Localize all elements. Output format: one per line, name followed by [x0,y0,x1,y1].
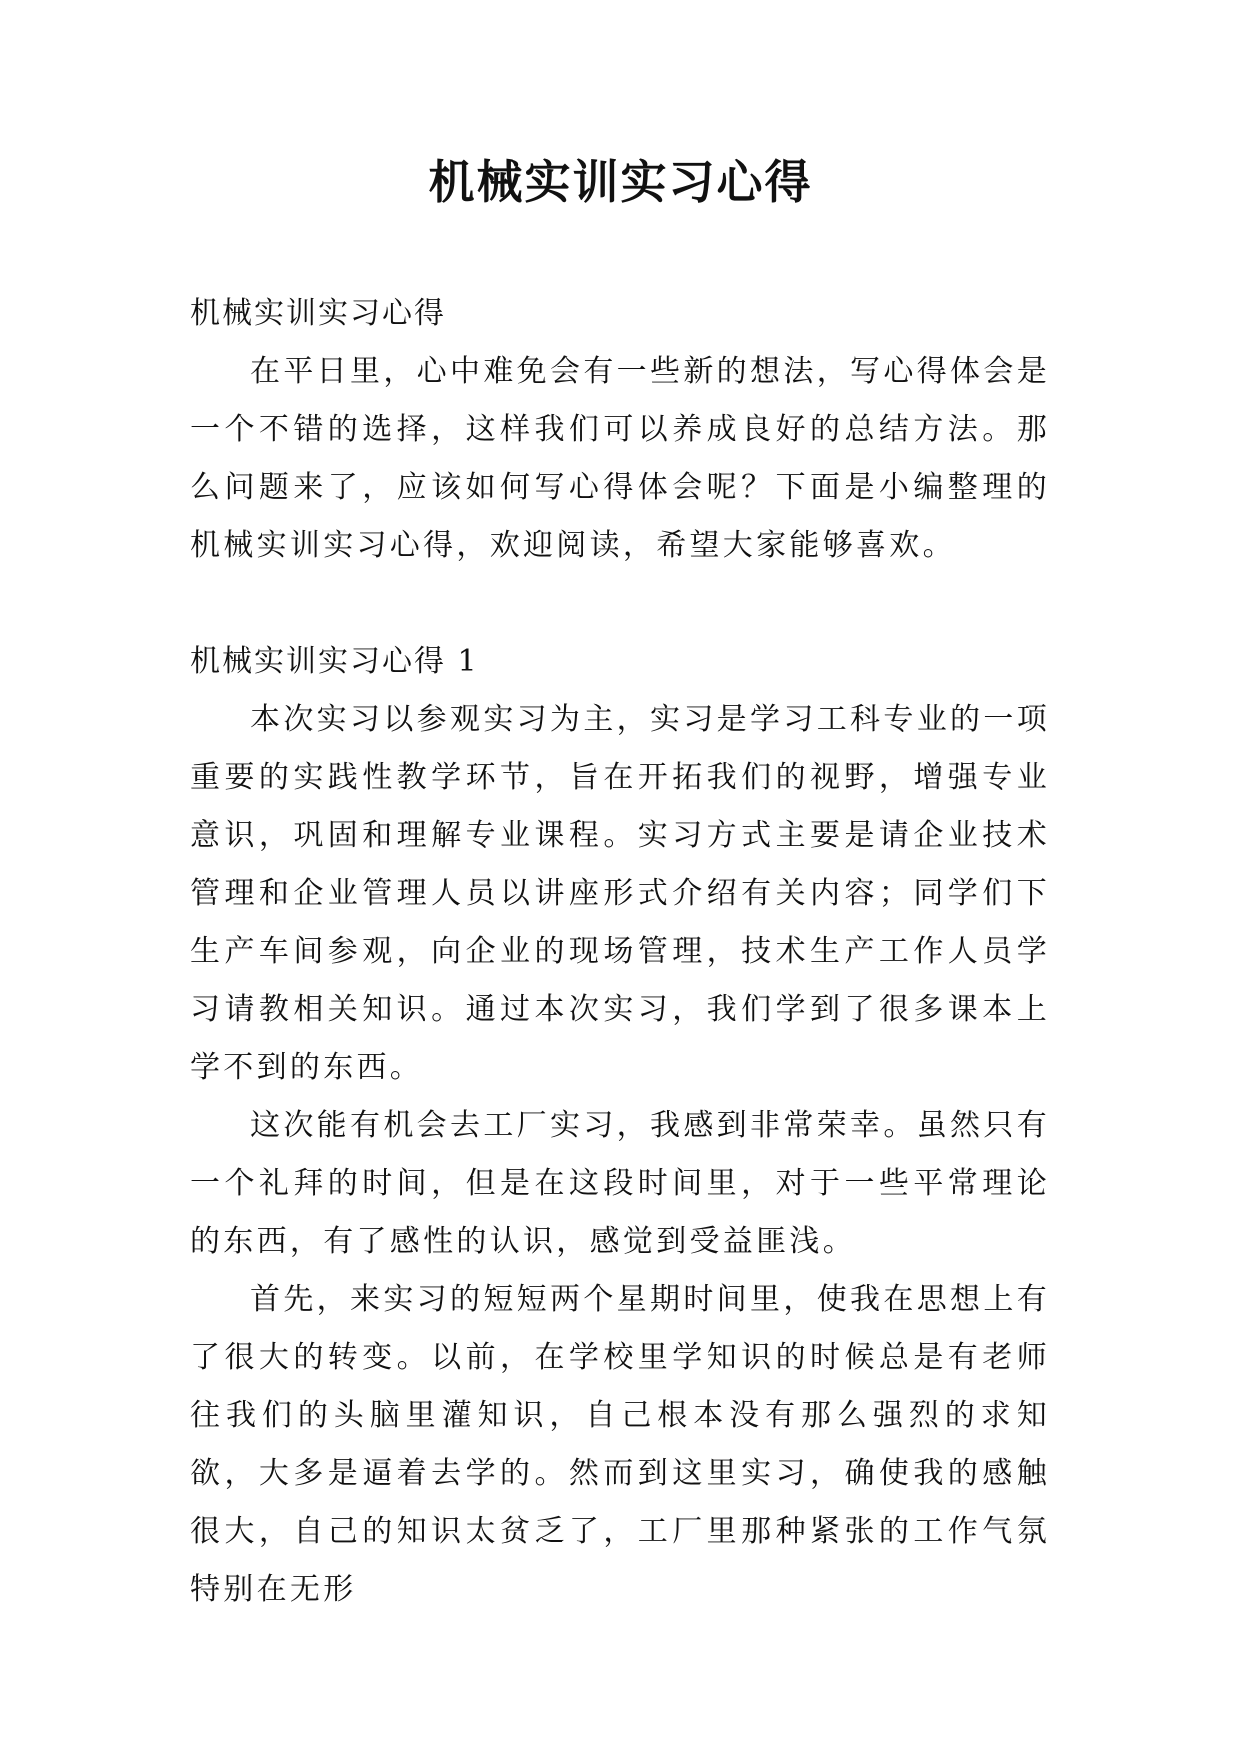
section-1-heading: 机械实训实习心得 1 [190,644,479,679]
intro-heading: 机械实训实习心得 [190,296,446,331]
document-body [190,285,1050,1619]
document-title: 机械实训实习心得 [428,155,813,209]
section-1-paragraph-2: 这次能有机会去工厂实习，我感到非常荣幸。虽然只有一个礼拜的时间，但是在这段时间里，对于一些平常理论的东西，有了感性的认识，感觉到受益匪浅。 [190,1108,1050,1259]
intro-paragraph: 在平日里，心中难免会有一些新的想法，写心得体会是一个不错的选择，这样我们可以养成良好的总结方法。那么问题来了，应该如何写心得体会呢？下面是小编整理的机械实训实习心得，欢迎阅读，希望大家能够喜欢。 [190,354,1050,563]
section-1-paragraph-3: 首先，来实习的短短两个星期时间里，使我在思想上有了很大的转变。以前，在学校里学知识的时候总是有老师往我们的头脑里灌知识，自己根本没有那么强烈的求知欲，大多是逼着去学的。然而到这里实习，确使我的感触很大，自己的知识太贫乏了，工厂里那种紧张的工作气氛特别在无形 [190,1282,1050,1607]
section-1-paragraph-1: 本次实习以参观实习为主，实习是学习工科专业的一项重要的实践性教学环节，旨在开拓我们的视野，增强专业意识，巩固和理解专业课程。实习方式主要是请企业技术管理和企业管理人员以讲座形式介绍有关内容；同学们下生产车间参观，向企业的现场管理，技术生产工作人员学习请教相关知识。通过本次实习，我们学到了很多课本上学不到的东西。 [190,702,1050,1085]
section-spacer [190,575,1050,633]
